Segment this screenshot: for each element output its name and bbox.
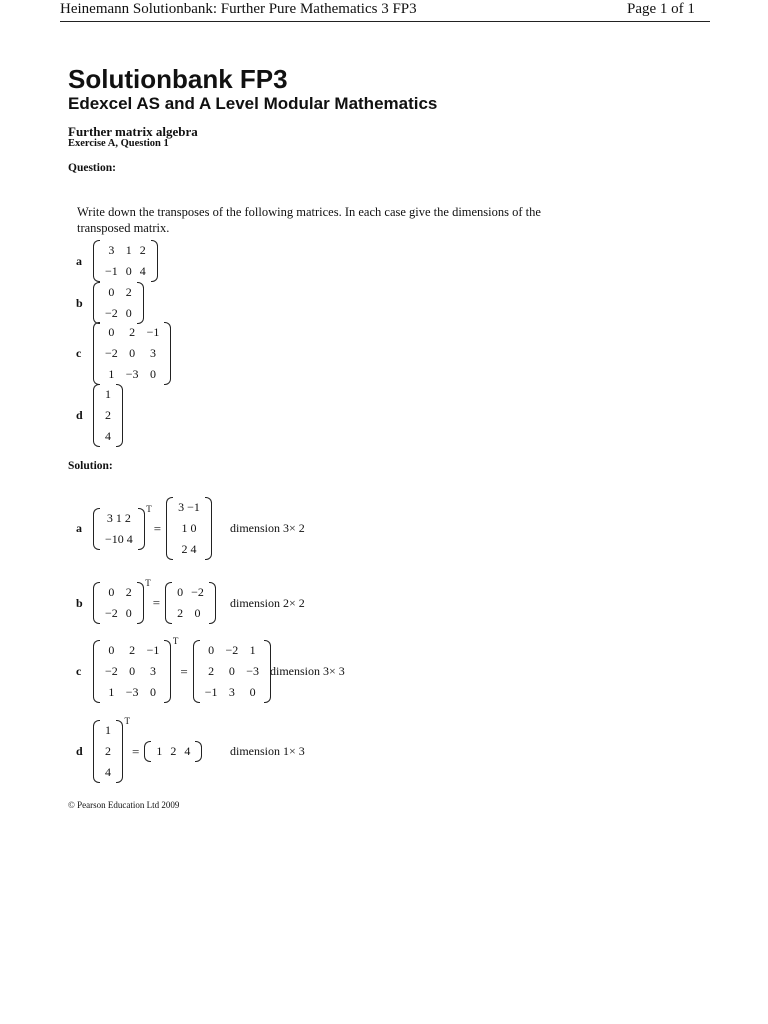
solution-rhs-matrix-c	[192, 640, 272, 703]
matrix-cell: 3 −1	[178, 500, 200, 514]
matrix-cell: −2	[105, 346, 118, 360]
solution-lhs-matrix-c	[92, 640, 172, 703]
matrix-cell: 0	[108, 325, 115, 339]
matrix-cell: 1	[249, 643, 256, 657]
matrix-cell: 4	[139, 264, 146, 278]
solution-part-b	[76, 578, 217, 624]
question-part-d	[76, 384, 124, 447]
matrix-cell: 4	[105, 429, 111, 443]
solution-rhs-matrix-a	[165, 497, 213, 560]
page-title: Solutionbank FP3	[68, 64, 288, 94]
matrix-cell: −1	[204, 685, 218, 699]
header-page-number: Page 1 of 1	[627, 1, 695, 17]
matrix-cell: −2	[105, 306, 118, 320]
part-label: c	[76, 346, 82, 360]
solution-rhs-matrix-d	[143, 741, 203, 762]
page-subtitle: Edexcel AS and A Level Modular Mathematics	[68, 94, 438, 113]
matrix-cell: 0	[108, 643, 115, 657]
matrix-cell: 0	[249, 685, 256, 699]
matrix-cell: 1	[156, 744, 163, 758]
matrix-cell: −2	[191, 585, 204, 599]
equals-sign: =	[132, 743, 140, 759]
part-label: d	[76, 408, 83, 422]
dimension-text-d: dimension 1× 3	[230, 744, 305, 758]
topic-heading: Further matrix algebra	[68, 124, 198, 139]
matrix-cell: 1	[105, 387, 111, 401]
matrix-cell: 2	[129, 325, 136, 339]
matrix-cell: 0	[177, 585, 184, 599]
matrix-cell: 2	[129, 643, 136, 657]
part-label: d	[76, 744, 83, 758]
matrix-cell: 0	[208, 643, 215, 657]
dimension-text-b: dimension 2× 2	[230, 595, 305, 610]
matrix-cell: 0	[108, 585, 115, 599]
matrix-cell: 3	[228, 685, 235, 699]
solution-rhs-matrix-b	[164, 582, 217, 624]
matrix-cell: −1	[146, 325, 160, 339]
solution-lhs-matrix-a	[92, 508, 146, 550]
question-matrix-d	[92, 384, 124, 447]
matrix-cell: 0	[125, 606, 132, 620]
solution-part-c	[76, 636, 272, 703]
question-matrix-c	[92, 322, 172, 385]
matrix-cell: 1	[108, 367, 115, 381]
matrix-cell: 2	[125, 285, 132, 299]
matrix-cell: 0	[129, 346, 136, 360]
matrix-cell: −1	[105, 264, 118, 278]
matrix-cell: 2	[139, 243, 146, 257]
transpose-superscript: T	[146, 503, 152, 514]
transpose-superscript: T	[145, 578, 151, 588]
part-label: b	[76, 295, 83, 310]
solution-part-a	[76, 497, 213, 560]
part-label: b	[76, 595, 83, 610]
matrix-cell: −3	[125, 367, 139, 381]
matrix-cell: −1	[146, 643, 160, 657]
matrix-cell: 2	[208, 664, 215, 678]
solution-lhs-matrix-b	[92, 582, 145, 624]
exercise-heading: Exercise A, Question 1	[68, 138, 169, 149]
matrix-cell: 0	[149, 685, 156, 699]
equals-sign: =	[180, 663, 188, 679]
copyright-footer: © Pearson Education Ltd 2009	[68, 800, 180, 810]
matrix-cell: 2	[125, 585, 132, 599]
question-text: Write down the transposes of the following matrices. In each case give the dimensions of the transposed matrix.	[77, 205, 541, 235]
matrix-cell: 4	[105, 765, 111, 779]
matrix-cell: 2	[105, 408, 111, 422]
matrix-cell: 0	[125, 264, 132, 278]
header-title: Heinemann Solutionbank: Further Pure Mathematics 3 FP3	[60, 1, 417, 17]
matrix-cell: −2	[225, 643, 239, 657]
matrix-cell: −3	[125, 685, 139, 699]
dimension-text-a: dimension 3× 2	[230, 521, 305, 535]
matrix-cell: 3	[149, 346, 156, 360]
question-part-c	[76, 322, 172, 385]
question-part-a	[76, 240, 159, 282]
matrix-cell: 3	[108, 243, 115, 257]
matrix-cell: −2	[105, 664, 118, 678]
equals-sign: =	[153, 520, 162, 536]
matrix-cell: 0	[149, 367, 156, 381]
matrix-cell: −2	[105, 606, 118, 620]
matrix-cell: 1	[108, 685, 115, 699]
question-matrix-a	[92, 240, 159, 282]
matrix-cell: 0	[228, 664, 235, 678]
transpose-superscript: T	[124, 716, 130, 726]
question-label: Question:	[68, 162, 116, 174]
solution-label: Solution:	[68, 460, 113, 472]
matrix-cell: 0	[194, 606, 201, 620]
matrix-cell: 0	[125, 306, 132, 320]
matrix-cell: 2	[105, 744, 111, 758]
matrix-cell: 0	[108, 285, 115, 299]
matrix-cell: 0	[129, 664, 136, 678]
question-part-b	[76, 282, 145, 324]
matrix-cell: 2	[177, 606, 184, 620]
matrix-cell: 3 1 2	[106, 510, 131, 525]
matrix-cell: 3	[149, 664, 156, 678]
solution-part-d	[76, 716, 203, 783]
question-matrix-b	[92, 282, 145, 324]
dimension-text-c: dimension 3× 3	[270, 664, 345, 678]
matrix-cell: −10 4	[105, 531, 133, 546]
part-label: a	[76, 521, 82, 535]
matrix-cell: 2	[170, 744, 177, 758]
matrix-cell: 4	[184, 744, 191, 758]
matrix-cell: 1	[105, 723, 111, 737]
matrix-cell: 1	[125, 243, 132, 257]
transpose-superscript: T	[172, 636, 179, 646]
part-label: c	[76, 664, 82, 678]
matrix-cell: 2 4	[181, 542, 197, 556]
header-rule	[60, 21, 710, 22]
equals-sign: =	[152, 595, 161, 610]
matrix-cell: 1 0	[181, 521, 197, 535]
part-label: a	[76, 253, 82, 268]
matrix-cell: −3	[246, 664, 260, 678]
solution-lhs-matrix-d	[92, 720, 124, 783]
